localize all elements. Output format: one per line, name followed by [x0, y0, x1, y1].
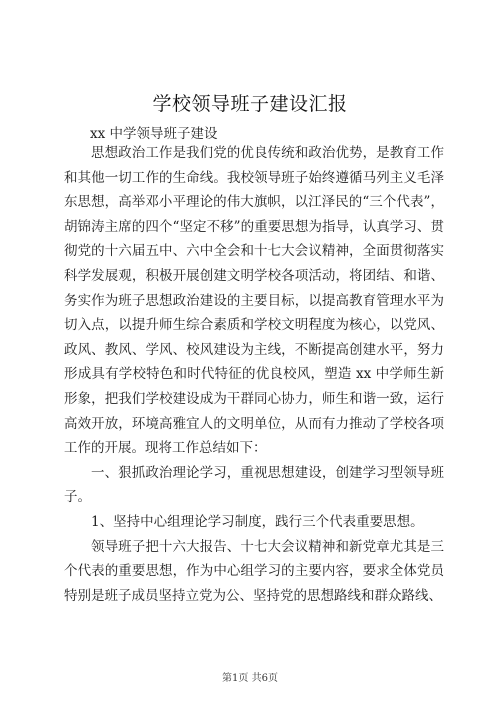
paragraph-subsection-heading: 1、坚持中心组理论学习制度，践行三个代表重要思想。: [91, 513, 424, 530]
document-body: [64, 141, 444, 608]
paragraph-intro: 思想政治工作是我们党的优良传统和政治优势，是教育工作和其他一切工作的生命线。我校领导班子始终遵循马列主义毛泽东思想，高举邓小平理论的伟大旗帜，以江泽民的“三个代表”，胡锦涛主席的四个“坚定不移”的重要思想为指导，认真学习、贯彻党的十六届五中、六中全会和十七大会议精神，全面贯彻落实科学发展观，积极开展创建文明学校各项活动，将团结、和谐、务实作为班子思想政治建设的主要目标，以提高教育管理水平为切入点，以提升师生综合素质和学校文明程度为核心，以党风、政风、教风、学风、校风建设为主线，不断提高创建水平，努力形成具有学校特色和时代特征的优良校风，塑造 xx 中学师生新形象，把我们学校建设成为干群同心协力，师生和谐一致，运行高效开放，环境高雅宜人的文明单位，从而有力推动了学校各项工作的开展。现将工作总结如下：: [64, 145, 444, 457]
paragraph-body: 领导班子把十六大报告、十七大会议精神和新党章尤其是三个代表的重要思想，作为中心组学习的主要内容，要求全体党员特别是班子成员坚持立党为公、坚持党的思想路线和群众路线、: [64, 538, 444, 604]
paragraph-section-heading: 一、狠抓政治理论学习，重视思想建设，创建学习型领导班子。: [64, 464, 444, 506]
document-title: 学校领导班子建设汇报: [152, 93, 348, 115]
document-subtitle: xx 中学领导班子建设: [90, 126, 218, 142]
page-footer: 第1页 共6页: [222, 673, 278, 684]
